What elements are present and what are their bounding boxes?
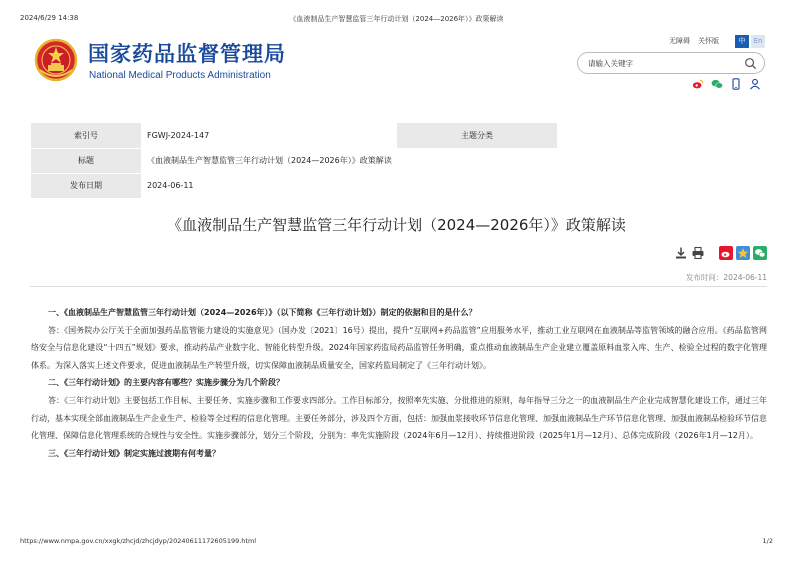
index-value: FGWJ-2024-147 [141, 123, 397, 148]
index-label: 索引号 [31, 123, 141, 148]
print-header [20, 14, 773, 26]
category-value [557, 123, 767, 148]
divider [30, 286, 767, 287]
article-content [31, 304, 767, 462]
publish-time [686, 272, 767, 283]
site-header [30, 34, 765, 92]
wechat-icon[interactable] [711, 78, 723, 90]
print-doc-title: 《血液制品生产智慧监管三年行动计划（2024—2026年）》政策解读 [289, 15, 504, 23]
table-row [31, 123, 767, 148]
user-icon[interactable] [749, 78, 761, 90]
print-date: 2024/6/29 14:38 [20, 14, 79, 22]
date-value: 2024-06-11 [141, 173, 767, 198]
article-title: 《血液制品生产智慧监管三年行动计划（2024—2026年）》政策解读 [167, 216, 626, 234]
table-row [31, 148, 767, 173]
qzone-share-icon[interactable] [736, 246, 750, 260]
article-paragraph: 答：《国务院办公厅关于全面加强药品监管能力建设的实施意见》（国办发〔2021〕16号）提出，提升“互联网+药品监管”应用服务水平，推动工业互联网在血液制品等监管领域的融合应用。《药品监管网络安全与信息化建设“十四五”规划》要求，推动药品产业数字化、智能化转型升级。2024年国家药监局药品监管任务明确，重点推动血液制品生产企业建立覆盖原料血浆入库、生产、检验全过程的数字化管理体系。为深入落实上述文件要求，促进血液制品生产转型升级，切实保障血液制品质量安全，国家药监局制定了《三年行动计划》。 [31, 325, 767, 370]
care-version-link[interactable]: 关怀版 [698, 37, 719, 45]
search-icon[interactable] [744, 57, 757, 70]
wechat-share-icon[interactable] [753, 246, 767, 260]
table-row [31, 173, 767, 198]
top-links [669, 34, 765, 48]
title-label: 标题 [31, 148, 141, 173]
print-icon[interactable] [691, 246, 705, 260]
social-icons [692, 78, 761, 90]
section-heading: 一、《血液制品生产智慧监管三年行动计划（2024—2026年）》（以下简称《三年行动计划》）制定的依据和目的是什么？ [48, 308, 477, 317]
accessible-link[interactable]: 无障碍 [669, 37, 690, 45]
category-label: 主题分类 [397, 123, 557, 148]
lang-en-button[interactable]: En [751, 35, 765, 48]
publish-time-label: 发布时间： [685, 273, 724, 282]
print-page-number: 1/2 [762, 537, 773, 545]
article-tools [674, 246, 767, 260]
search-input[interactable] [588, 56, 738, 70]
site-name[interactable]: 国家药品监督管理局 [88, 42, 286, 66]
weibo-share-icon[interactable] [719, 246, 733, 260]
section-heading: 二、《三年行动计划》的主要内容有哪些？实施步骤分为几个阶段？ [48, 378, 284, 388]
national-emblem-icon[interactable] [34, 38, 78, 82]
date-label: 发布日期 [31, 173, 141, 198]
download-icon[interactable] [674, 246, 688, 260]
print-url: https://www.nmpa.gov.cn/xxgk/zhcjd/zhcjdyp/20240611172605199.html [20, 537, 257, 545]
metadata-table [31, 123, 767, 199]
article-paragraph: 答：《三年行动计划》主要包括工作目标、主要任务、实施步骤和工作要求四部分。工作目标部分，按照率先实施、分批推进的原则，每年指导三分之一的血液制品生产企业完成智慧化建设工作，通过三年行动，基本实现全部血液制品生产企业生产、检验等全过程的信息化管理。主要任务部分，涉及四个方面，包括：加强血浆接收环节信息化管理、加强血液制品生产环节信息化管理、加强血液制品检验环节信息化管理、保障信息化管理系统的合规性与安全性。实施步骤部分，划分三个阶段，分别为：率先实施阶段（2024年6月—12月）、持续推进阶段（2025年1月—12月）、总体完成阶段（2026年1月—12月）。 [31, 395, 767, 441]
section-heading: 三、《三年行动计划》制定实施过渡期有何考量？ [48, 448, 220, 458]
lang-zh-button[interactable]: 中 [735, 35, 749, 48]
mobile-icon[interactable] [730, 78, 742, 90]
publish-time-value: 2024-06-11 [723, 273, 767, 282]
weibo-icon[interactable] [692, 78, 704, 90]
site-name-en: National Medical Products Administration [89, 70, 271, 81]
title-value: 《血液制品生产智慧监管三年行动计划（2024—2026年）》政策解读 [141, 148, 767, 173]
search-box [577, 52, 765, 74]
print-footer [20, 537, 773, 549]
